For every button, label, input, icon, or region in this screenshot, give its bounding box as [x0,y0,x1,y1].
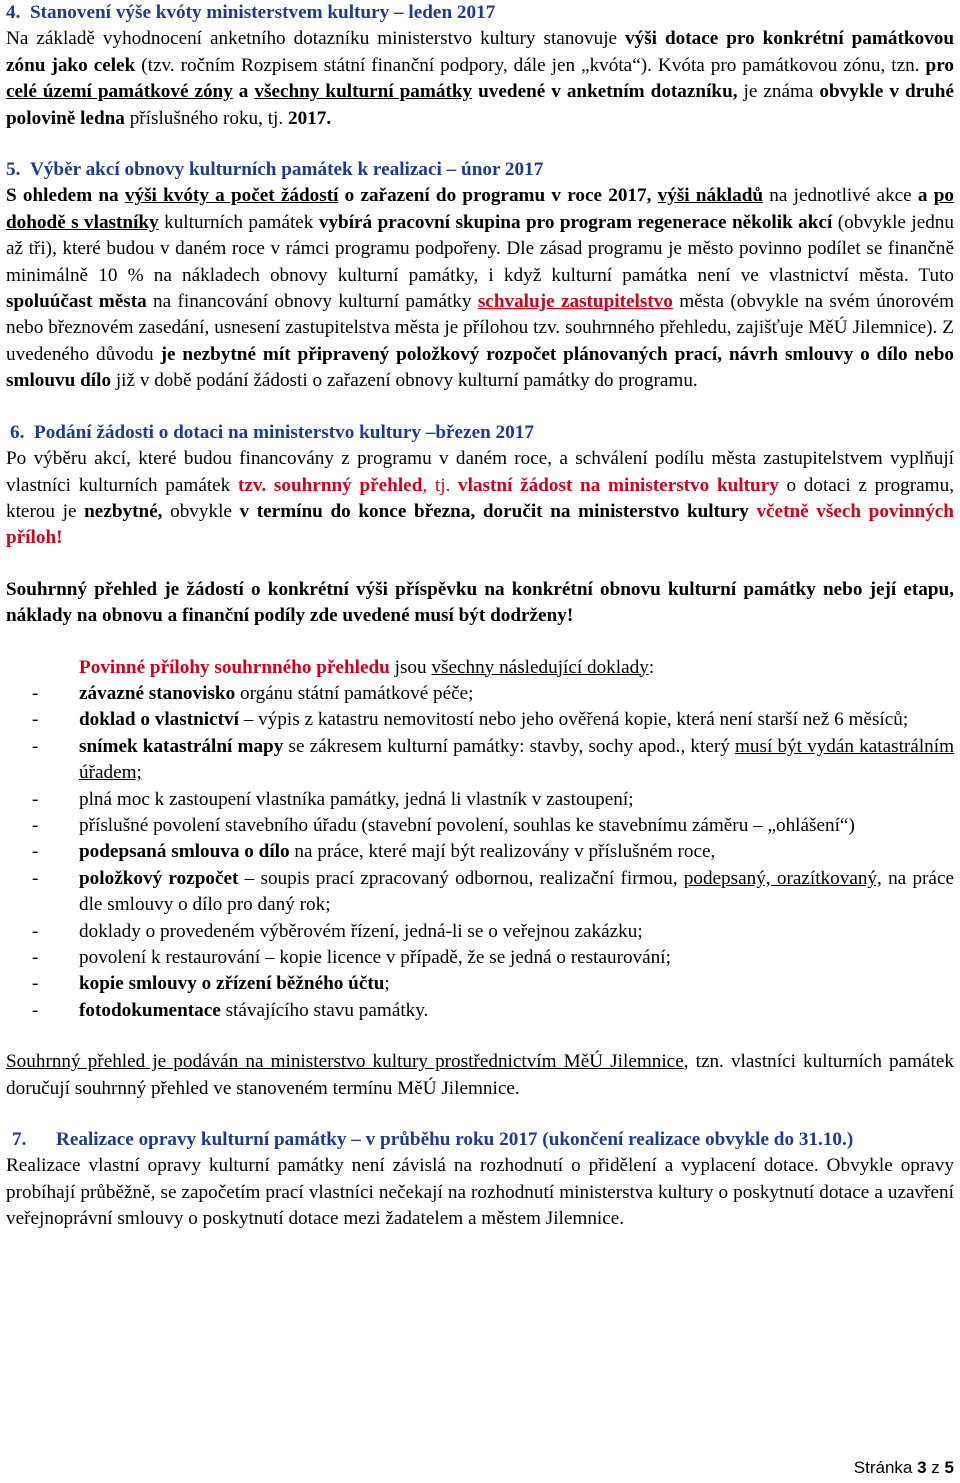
document-page [6,0,954,1233]
section-5 [6,157,954,395]
section-7 [6,1127,954,1233]
section-6-paragraph: Po výběru akcí, které budou financovány z programu v daném roce, a schválení podílu města zastupitelstvem vyplňují vlastníci kulturních památek tzv. souhrnný přehled, tj. vlastní žádost na ministerstvo kultury o dotaci z programu, kterou je nezbytné, obvykle v termínu do konce března, doručit na ministerstvo kultury včetně všech povinných příloh! [6,448,954,549]
list-item: - fotodokumentace stávajícího stavu památky. [32,999,429,1021]
list-item: - povolení k restaurování – kopie licence v případě, že se jedná o restaurování; [32,947,671,968]
section-5-paragraph: S ohledem na výši kvóty a počet žádostí o zařazení do programu v roce 2017, výši nákladů na jednotlivé akce a po dohodě s vlastníky kulturních památek vybírá pracovní skupina pro program regenerace několik akcí (obvykle jednu až tři), které budou v daném roce v rámci programu podpořeny. Dle zásad programu je město povinno podílet se finančně minimálně 10 % na nákladech obnovy kulturní památky, i když kulturní památka není ve vlastnictví města. Tuto spoluúčast města na financování obnovy kulturní památky schvaluje zastupitelstvo města (obvykle na svém únorovém nebo březnovém zasedání, usnesení zastupitelstva města je přílohou tzv. souhrnného přehledu, zajišťuje MěÚ Jilemnice). Z uvedeného důvodu je nezbytné mít připravený položkový rozpočet plánovaných prací, návrh smlouvy o dílo nebo smlouvu dílo již v době podání žádosti o zařazení obnovy kulturní památky do programu. [6,185,954,392]
attachments-list [6,681,954,1024]
list-item: - podepsaná smlouva o dílo na práce, které mají být realizovány v příslušném roce, [32,841,716,863]
page-number: Stránka 3 z 5 [853,1458,954,1477]
section-4-paragraph: Na základě vyhodnocení anketního dotazníku ministerstvo kultury stanovuje výši dotace pro konkrétní památkovou zónu jako celek (tzv. ročním Rozpisem státní finanční podpory, dále jen „kvóta“). Kvóta pro památkovou zónu, tzn. pro celé území památkové zóny a všechny kulturní památky uvedené v anketním dotazníku, je známa obvykle v druhé polovině ledna příslušného roku, tj. 2017. [6,28,954,129]
section-6 [6,420,954,1102]
section-4 [6,0,954,132]
list-item: - doklady o provedeném výběrovém řízení, jedná-li se o veřejnou zakázku; [32,920,643,942]
list-item: - kopie smlouvy o zřízení běžného účtu; [32,973,390,995]
section-5-heading: 5. Výběr akcí obnovy kulturních památek k realizaci – únor 2017 [6,159,544,181]
summary-note: Souhrnný přehled je žádostí o konkrétní výši příspěvku na konkrétní obnovu kulturní památky nebo její etapu, náklady na obnovu a finanční podíly zde uvedené musí být dodrženy! [6,578,954,627]
list-item: - příslušné povolení stavebního úřadu (stavební povolení, souhlas ke stavebnímu záměru – „ohlášení“) [32,814,855,836]
submission-note: Souhrnný přehled je podáván na ministerstvo kultury prostřednictvím MěÚ Jilemnice, tzn. vlastníci kulturních památek doručují souhrnný přehled ve stanoveném termínu MěÚ Jilemnice. [6,1051,954,1099]
section-7-heading: 7. Realizace opravy kulturní památky – v průběhu roku 2017 (ukončení realizace obvykle do 31.10.) [12,1129,854,1151]
section-4-heading: 4. Stanovení výše kvóty ministerstvem kultury – leden 2017 [6,2,496,23]
list-item: - položkový rozpočet – soupis prací zpracovaný odbornou, realizační firmou, podepsaný, orazítkovaný, na práce dle smlouvy o dílo pro daný rok; [32,867,954,916]
list-item: - doklad o vlastnictví – výpis z katastru nemovitostí nebo jeho ověřená kopie, která není starší než 6 měsíců; [32,709,909,731]
list-item: - snímek katastrální mapy se zákresem kulturní památky: stavby, sochy apod., který musí být vydán katastrálním úřadem; [32,735,954,784]
section-7-paragraph: Realizace vlastní opravy kulturní památky není závislá na rozhodnutí o přidělení a vyplacení dotace. Obvykle opravy probíhají průběžně, se započetím prací vlastníci nečekají na rozhodnutí ministerstva kultury o poskytnutí dotace a uzavření veřejnoprávní smlouvy o poskytnutí dotace mezi žadatelem a městem Jilemnice. [6,1155,954,1230]
section-6-heading: 6. Podání žádosti o dotaci na ministerstvo kultury –březen 2017 [10,421,534,443]
list-item: - závazné stanovisko orgánu státní památkové péče; [32,682,474,704]
list-item: - plná moc k zastoupení vlastníka památky, jedná li vlastník v zastoupení; [32,788,634,810]
attachments-intro: Povinné přílohy souhrnného přehledu jsou všechny následující doklady: [79,656,655,678]
